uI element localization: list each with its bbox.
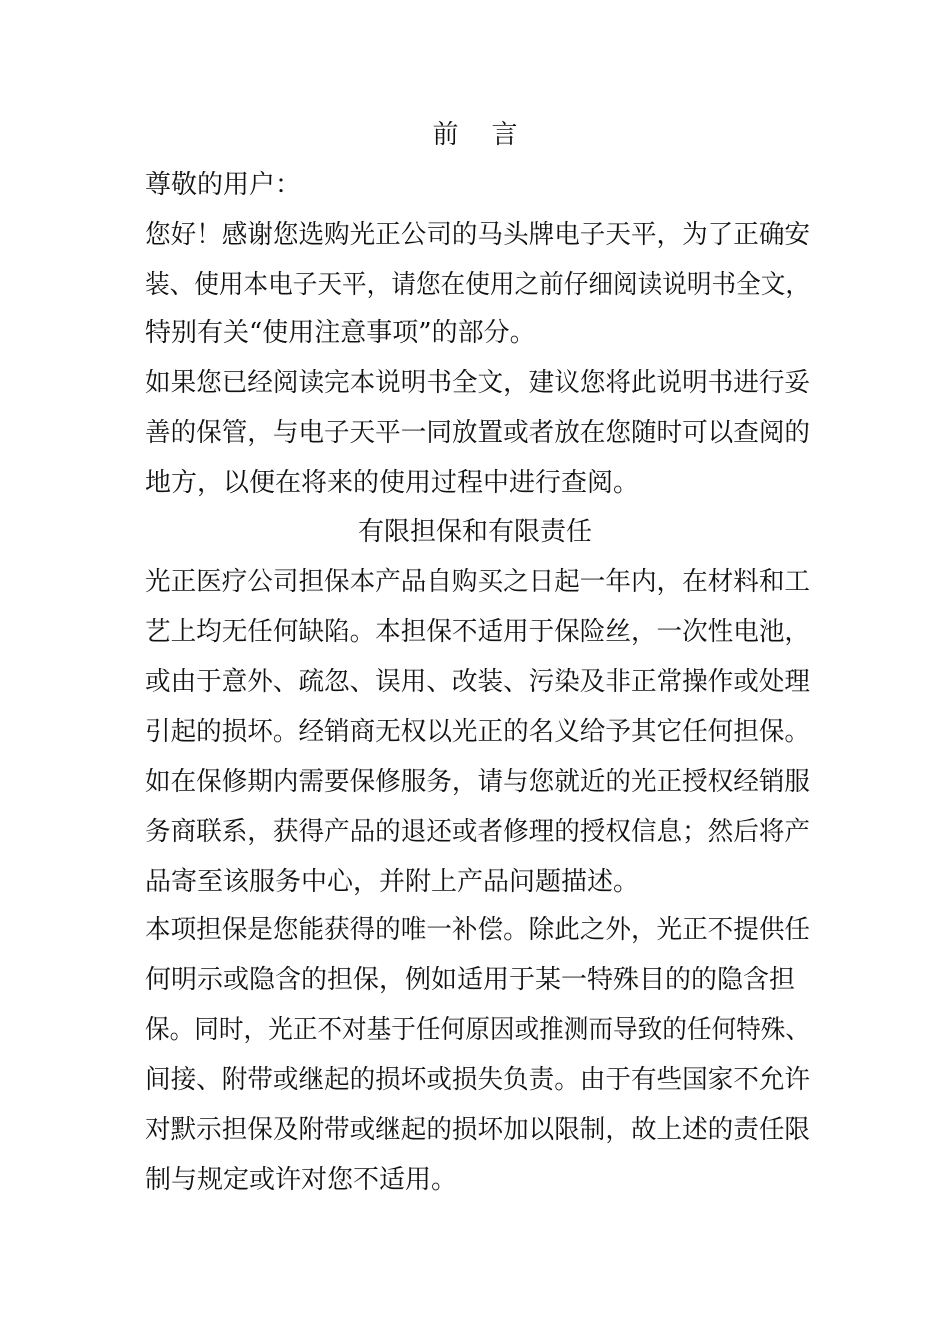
liability-line: 何明示或隐含的担保，例如适用于某一特殊目的的隐含担 (145, 965, 796, 995)
liability-line: 保。同时，光正不对基于任何原因或推测而导致的任何特殊、 (145, 1015, 811, 1045)
liability-line: 本项担保是您能获得的唯一补偿。除此之外，光正不提供任 (145, 915, 810, 945)
warranty-line: 引起的损坏。经销商无权以光正的名义给予其它任何担保。 (145, 717, 810, 747)
service-line: 如在保修期内需要保修服务，请与您就近的光正授权经销服 (145, 767, 810, 797)
salutation: 尊敬的用户： (145, 170, 302, 200)
keep-manual-line: 善的保管，与电子天平一同放置或者放在您随时可以查阅的 (145, 418, 810, 448)
service-line: 品寄至该服务中心，并附上产品问题描述。 (145, 867, 640, 897)
warranty-line: 光正医疗公司担保本产品自购买之日起一年内，在材料和工 (145, 567, 810, 597)
warranty-line: 艺上均无任何缺陷。本担保不适用于保险丝，一次性电池， (145, 617, 810, 647)
service-line: 务商联系，获得产品的退还或者修理的授权信息；然后将产 (145, 817, 810, 847)
liability-line: 对默示担保及附带或继起的损坏加以限制，故上述的责任限 (145, 1115, 810, 1145)
warranty-heading: 有限担保和有限责任 (357, 517, 592, 547)
intro-line: 装、使用本电子天平，请您在使用之前仔细阅读说明书全文， (145, 270, 811, 300)
liability-line: 间接、附带或继起的损坏或损失负责。由于有些国家不允许 (145, 1065, 810, 1095)
liability-line: 制与规定或许对您不适用。 (145, 1165, 458, 1195)
page-title: 前 言 (432, 120, 518, 150)
intro-line: 特别有关“使用注意事项”的部分。 (145, 318, 536, 348)
warranty-line: 或由于意外、疏忽、误用、改装、污染及非正常操作或处理 (145, 667, 810, 697)
intro-line: 您好！感谢您选购光正公司的马头牌电子天平，为了正确安 (145, 220, 810, 250)
keep-manual-line: 如果您已经阅读完本说明书全文，建议您将此说明书进行妥 (145, 368, 810, 398)
keep-manual-line: 地方，以便在将来的使用过程中进行查阅。 (145, 468, 640, 498)
